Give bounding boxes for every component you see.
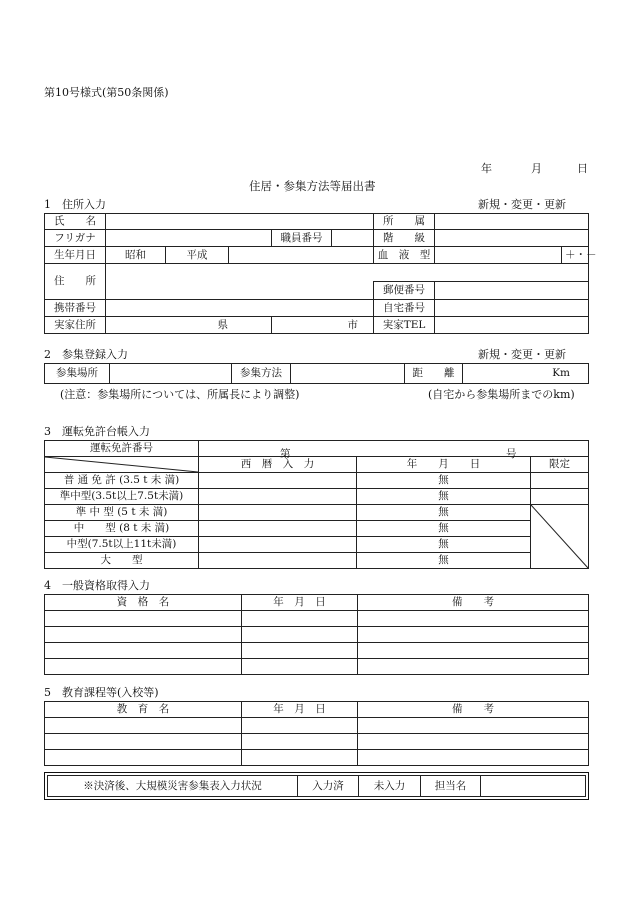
table-row (45, 659, 589, 675)
method-label: 参集方法 (232, 364, 291, 384)
qualification-table (44, 594, 589, 675)
entered-option[interactable]: 入力済 (298, 776, 359, 797)
license-row-western[interactable] (199, 521, 357, 537)
distance-label: 距 離 (405, 364, 463, 384)
date-year: 年 (481, 162, 492, 175)
table-cell[interactable] (45, 643, 242, 659)
birth-label: 生年月日 (45, 247, 106, 264)
table-cell[interactable] (242, 734, 358, 750)
address-table (44, 213, 597, 334)
table-cell[interactable] (242, 750, 358, 766)
address-label: 住 所 (45, 264, 106, 300)
table-row (45, 718, 589, 734)
entry-status-box (44, 772, 589, 800)
person-field[interactable] (481, 776, 586, 797)
license-row-western[interactable] (199, 473, 357, 489)
affiliation-label: 所 属 (374, 214, 435, 230)
education-table (44, 701, 589, 766)
birth-field[interactable] (229, 247, 374, 264)
blood-label: 血 液 型 (374, 247, 435, 264)
education-date-header: 年 月 日 (242, 702, 358, 718)
prefecture-label: 県 (217, 318, 228, 331)
western-col-header: 西 暦 入 力 (199, 457, 357, 473)
go-label: 号 (506, 447, 517, 460)
table-cell[interactable] (45, 611, 242, 627)
address-field[interactable] (106, 264, 589, 282)
corner-diagonal-cell (45, 457, 199, 473)
table-cell[interactable] (358, 627, 589, 643)
staff-no-field[interactable] (332, 230, 374, 247)
postal-field[interactable] (435, 282, 589, 300)
table-cell[interactable] (358, 659, 589, 675)
prefecture-field[interactable] (106, 317, 272, 334)
assembly-table (44, 363, 589, 384)
qualification-remarks-header: 備 考 (358, 595, 589, 611)
limit-blank-cell (531, 505, 589, 569)
license-row-label: 中型(7.5t以上11t未満) (45, 537, 199, 553)
table-row (45, 643, 589, 659)
table-cell[interactable] (45, 627, 242, 643)
rank-label: 階 級 (374, 230, 435, 247)
section2-heading: 2 参集登録入力 (44, 348, 128, 361)
city-label: 市 (347, 318, 359, 331)
license-row-western[interactable] (199, 489, 357, 505)
license-row-label: 普 通 免 許 (3.5 t 未 満) (45, 473, 199, 489)
license-row-value[interactable]: 無 (357, 521, 531, 537)
license-row-value[interactable]: 無 (357, 505, 531, 521)
rank-field[interactable] (435, 230, 589, 247)
table-cell[interactable] (45, 750, 242, 766)
license-no-field[interactable] (199, 441, 589, 460)
license-row-western[interactable] (199, 537, 357, 553)
note-left: (注意：参集場所については、所属長により調整) (60, 388, 300, 401)
section4-heading: 4 一般資格取得入力 (44, 579, 150, 592)
home-phone-label: 自宅番号 (374, 300, 435, 317)
section3-heading: 3 運転免許台帳入力 (44, 425, 150, 438)
rh-option[interactable]: ＋・－ (562, 247, 589, 264)
qualification-date-header: 年 月 日 (242, 595, 358, 611)
section1-heading: 1 住所入力 (44, 198, 106, 211)
table-cell[interactable] (242, 659, 358, 675)
table-cell[interactable] (358, 750, 589, 766)
entry-status-label: ※決済後、大規模災害参集表入力状況 (48, 776, 298, 797)
date-month: 月 (531, 162, 542, 175)
table-cell[interactable] (242, 611, 358, 627)
table-row (45, 627, 589, 643)
table-cell[interactable] (358, 643, 589, 659)
note-right: (自宅から参集場所までのkm) (428, 388, 575, 401)
education-remarks-header: 備 考 (358, 702, 589, 718)
table-cell[interactable] (358, 611, 589, 627)
person-label: 担当名 (421, 776, 481, 797)
family-tel-field[interactable] (435, 317, 589, 334)
furigana-field[interactable] (106, 230, 272, 247)
entry-status-table (47, 775, 586, 797)
not-entered-option[interactable]: 未入力 (359, 776, 421, 797)
table-cell[interactable] (45, 734, 242, 750)
family-address-label: 実家住所 (45, 317, 106, 334)
diagonal-line (45, 457, 198, 472)
postal-label: 郵便番号 (374, 282, 435, 300)
license-row-label: 中 型 (8 t 未 満) (45, 521, 199, 537)
home-phone-field[interactable] (435, 300, 589, 317)
table-cell[interactable] (358, 734, 589, 750)
table-row (45, 734, 589, 750)
license-row-label: 準 中 型 (5 t 未 満) (45, 505, 199, 521)
section2-status: 新規・変更・更新 (478, 348, 566, 361)
section5-heading: 5 教育課程等(入校等) (44, 686, 159, 699)
diagonal-line (531, 505, 588, 568)
name-label: 氏 名 (45, 214, 106, 230)
furigana-label: フリガナ (45, 230, 106, 247)
license-table (44, 440, 589, 569)
name-field[interactable] (106, 214, 374, 230)
city-field[interactable] (272, 317, 374, 334)
km-unit: Km (552, 367, 570, 380)
blood-field[interactable] (435, 247, 562, 264)
distance-field[interactable] (463, 364, 589, 384)
address-field-cont[interactable] (106, 282, 374, 300)
license-row-western[interactable] (199, 553, 357, 569)
showa-option[interactable]: 昭和 (106, 247, 166, 264)
license-row-western[interactable] (199, 505, 357, 521)
page-title: 住居・参集方法等届出書 (249, 179, 376, 193)
license-no-label: 運転免許番号 (45, 441, 199, 457)
dai-label: 第 (280, 447, 291, 460)
table-cell[interactable] (45, 659, 242, 675)
qualification-name-header: 資 格 名 (45, 595, 242, 611)
table-cell[interactable] (242, 643, 358, 659)
place-field[interactable] (110, 364, 232, 384)
date-day: 日 (577, 162, 588, 175)
education-name-header: 教 育 名 (45, 702, 242, 718)
family-tel-label: 実家TEL (374, 317, 435, 334)
mobile-label: 携帯番号 (45, 300, 106, 317)
license-row-label: 準中型(3.5t以上7.5t未満) (45, 489, 199, 505)
table-cell[interactable] (242, 627, 358, 643)
form-number: 第10号様式(第50条関係) (44, 86, 169, 99)
heisei-option[interactable]: 平成 (166, 247, 229, 264)
table-cell[interactable] (242, 718, 358, 734)
method-field[interactable] (291, 364, 405, 384)
place-label: 参集場所 (45, 364, 110, 384)
affiliation-field[interactable] (435, 214, 589, 230)
license-row-label: 大 型 (45, 553, 199, 569)
table-row (45, 750, 589, 766)
license-row-value[interactable]: 無 (357, 537, 531, 553)
section1-status: 新規・変更・更新 (478, 198, 566, 211)
ymd-col-header: 年 月 日 (357, 457, 531, 473)
table-cell[interactable] (45, 718, 242, 734)
license-row-value[interactable]: 無 (357, 473, 531, 489)
mobile-field[interactable] (106, 300, 374, 317)
table-row (45, 611, 589, 627)
license-row-limit[interactable] (531, 473, 589, 489)
license-row-value[interactable]: 無 (357, 553, 531, 569)
staff-no-label: 職員番号 (272, 230, 332, 247)
table-cell[interactable] (358, 718, 589, 734)
license-row-value[interactable]: 無 (357, 489, 531, 505)
license-row-limit[interactable] (531, 489, 589, 505)
limit-col-header: 限定 (531, 457, 589, 473)
